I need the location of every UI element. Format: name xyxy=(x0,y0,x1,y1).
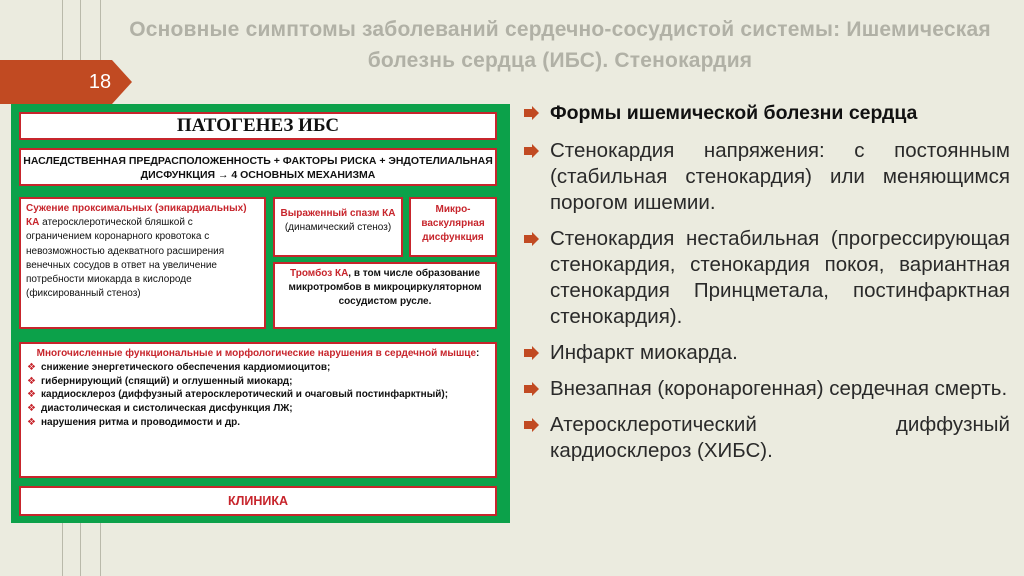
diamond-bullet-icon: ❖ xyxy=(27,403,36,415)
bullet-item xyxy=(522,138,1010,216)
disorders-list-item xyxy=(27,402,489,416)
bullet-text: Стенокардия напряжения: с постоянным (стабильная стенокардия) или меняющимся порогом ишемии. xyxy=(550,139,1010,214)
bullet-item xyxy=(522,226,1010,330)
spasm-heading: Выраженный спазм КА xyxy=(280,208,396,219)
spasm-box xyxy=(273,197,403,257)
arrow-bullet-icon xyxy=(524,144,539,158)
bullet-text: Атеросклеротический диффузный кардиосклероз (ХИБС). xyxy=(550,413,1010,462)
disorders-list-item xyxy=(27,361,489,375)
bullet-text: Стенокардия нестабильная (прогрессирующая стенокардия, стенокардия покоя, вариантная стенокардия Принцметала, постинфарктная стенокардия). xyxy=(550,227,1010,328)
pathogenesis-diagram xyxy=(11,104,510,523)
disorders-heading-text: Многочисленные функциональные и морфологические нарушения в сердечной мышце xyxy=(36,348,477,359)
disorder-text: кардиосклероз (диффузный атеросклеротический и очаговый постинфарктный); xyxy=(41,389,449,401)
disorders-list-item xyxy=(27,375,489,389)
diamond-bullet-icon: ❖ xyxy=(27,416,36,428)
disorders-heading-colon: : xyxy=(476,348,480,359)
arrow-bullet-icon xyxy=(524,346,539,360)
bullet-text: Инфаркт миокарда. xyxy=(550,341,738,364)
bullet-item xyxy=(522,412,1010,464)
bullet-item xyxy=(522,100,1010,126)
thrombosis-box xyxy=(273,262,497,329)
microvascular-box: Микро-васкулярная дисфункция xyxy=(409,197,497,257)
disorder-text: снижение энергетического обеспечения кардиомиоцитов; xyxy=(41,361,331,373)
arrow-bullet-icon xyxy=(524,382,539,396)
disorders-list-item xyxy=(27,416,489,430)
bullet-item xyxy=(522,340,1010,366)
disorder-text: диастолическая и систолическая дисфункция ЛЖ; xyxy=(41,403,293,415)
thrombosis-heading: Тромбоз КА xyxy=(289,268,349,279)
disorders-list-item xyxy=(27,388,489,402)
arrow-bullet-icon xyxy=(524,232,539,246)
bullet-list xyxy=(522,100,1010,474)
slide-title: Основные симптомы заболеваний сердечно-сосудистой системы: Ишемическая болезнь сердца (ИБС). Стенокардия xyxy=(129,18,991,72)
bullet-text: Внезапная (коронарогенная) сердечная смерть. xyxy=(550,377,1008,400)
disorders-box xyxy=(19,342,497,478)
arrow-bullet-icon xyxy=(524,106,539,120)
disorder-text: гибернирующий (спящий) и оглушенный миокард; xyxy=(41,375,293,387)
disorders-list xyxy=(27,361,489,430)
narrowing-heading: Сужение проксимальных (эпикардиальных) КА xyxy=(26,203,247,229)
diamond-bullet-icon: ❖ xyxy=(27,375,36,387)
bullet-text: Формы ишемической болезни сердца xyxy=(550,102,918,124)
slide-number: 18 xyxy=(88,71,112,93)
disorder-text: нарушения ритма и проводимости и др. xyxy=(41,416,241,428)
heredity-box: НАСЛЕДСТВЕННАЯ ПРЕДРАСПОЛОЖЕННОСТЬ + ФАКТОРЫ РИСКА + ЭНДОТЕЛИАЛЬНАЯ ДИСФУНКЦИЯ → 4 ОСНОВНЫХ МЕХАНИЗМА xyxy=(19,148,497,186)
diamond-bullet-icon: ❖ xyxy=(27,389,36,401)
narrowing-text: атеросклеротической бляшкой с ограничением коронарного кровотока с невозможностью адекватного расширения венечных сосудов в ответ на увеличение потребности миокарда в кислороде (фиксированный стеноз) xyxy=(26,217,225,300)
clinic-box: КЛИНИКА xyxy=(19,486,497,516)
arrow-bullet-icon xyxy=(524,418,539,432)
disorders-heading xyxy=(27,347,489,361)
diagram-title: ПАТОГЕНЕЗ ИБС xyxy=(19,112,497,140)
thrombosis-text: , в том числе образование микротромбов в микроциркуляторном сосудистом русле. xyxy=(288,268,482,307)
spasm-text: (динамический стеноз) xyxy=(284,222,392,233)
bullet-item xyxy=(522,376,1010,402)
narrowing-box xyxy=(19,197,266,329)
diamond-bullet-icon: ❖ xyxy=(27,361,36,373)
